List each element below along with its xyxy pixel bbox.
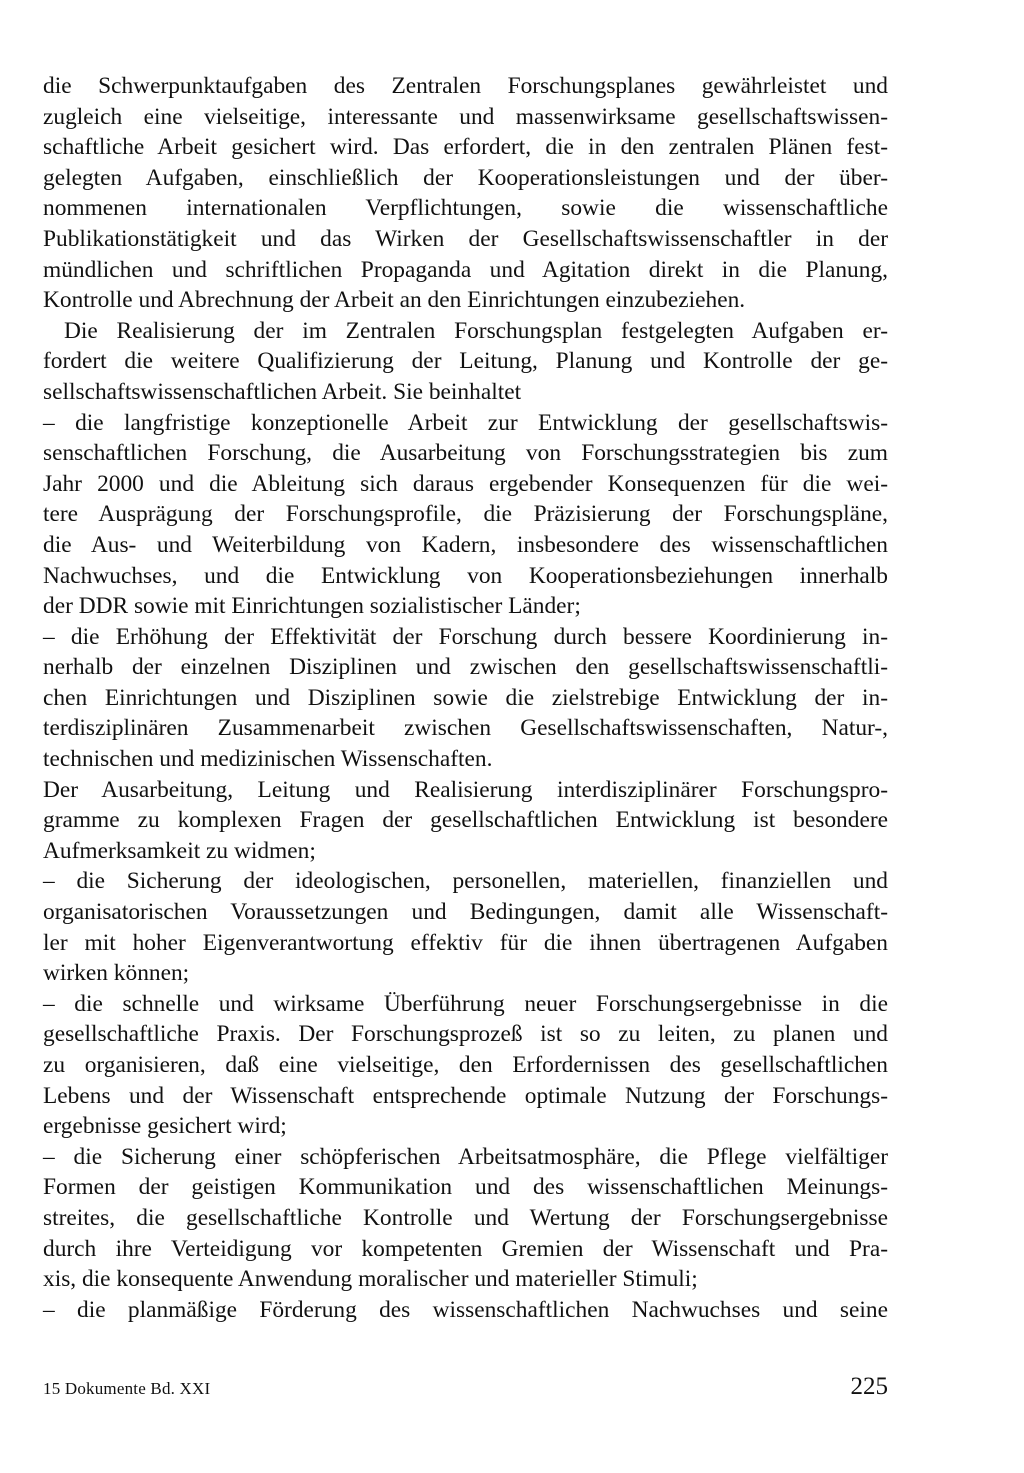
page-footer [43, 1373, 888, 1413]
text-line: Nachwuchses, und die Entwicklung von Kooperationsbeziehungen innerhalb [43, 562, 888, 589]
text-line: durch ihre Verteidigung vor kompetenten Gremien der Wissenschaft und Pra- [43, 1235, 888, 1262]
text-line: Lebens und der Wissenschaft entsprechende optimale Nutzung der Forschungs- [43, 1082, 888, 1109]
text-line: Jahr 2000 und die Ableitung sich daraus ergebender Konsequenzen für die wei- [43, 470, 888, 497]
text-line: zu organisieren, daß eine vielseitige, den Erfordernissen des gesellschaftlichen [43, 1052, 888, 1078]
text-line: organisatorischen Voraussetzungen und Bedingungen, damit alle Wissenschaft- [43, 899, 888, 926]
text-line: Die Realisierung der im Zentralen Forschungsplan festgelegten Aufgaben er- [64, 317, 888, 344]
text-line: ler mit hoher Eigenverantwortung effektiv für die ihnen übertragenen Aufgaben [43, 929, 888, 956]
text-line: zugleich eine vielseitige, interessante und massenwirksame gesellschaftswissen- [43, 103, 888, 130]
text-line: Der Ausarbeitung, Leitung und Realisierung interdisziplinärer Forschungspro- [43, 776, 888, 803]
page-number: 225 [850, 1373, 888, 1400]
text-line: fordert die weitere Qualifizierung der Leitung, Planung und Kontrolle der ge- [43, 348, 888, 375]
text-line: ergebnisse gesichert wird; [43, 1113, 287, 1140]
text-line: der DDR sowie mit Einrichtungen sozialistischer Länder; [43, 593, 581, 620]
text-line: sellschaftswissenschaftlichen Arbeit. Sie beinhaltet [43, 378, 522, 405]
text-line: – die planmäßige Förderung des wissenschaftlichen Nachwuchses und seine [43, 1296, 888, 1323]
body-text [43, 71, 888, 1325]
text-line: schaftliche Arbeit gesichert wird. Das erfordert, die in den zentralen Plänen fest- [43, 134, 888, 161]
text-line: gelegten Aufgaben, einschließlich der Kooperationsleistungen und der über- [43, 164, 888, 191]
text-line: terdisziplinären Zusammenarbeit zwischen Gesellschaftswissenschaften, Natur-, [43, 715, 888, 742]
text-line: die Schwerpunktaufgaben des Zentralen Forschungsplanes gewährleistet und [43, 73, 888, 99]
text-line: Publikationstätigkeit und das Wirken der Gesellschaftswissenschaftler in der [43, 225, 888, 252]
text-line: – die Sicherung der ideologischen, personellen, materiellen, finanziellen und [43, 868, 888, 895]
text-line: tere Ausprägung der Forschungsprofile, die Präzisierung der Forschungspläne, [43, 501, 888, 528]
text-line: nerhalb der einzelnen Disziplinen und zwischen den gesellschaftswissenschaftli- [43, 654, 888, 681]
text-line: Formen der geistigen Kommunikation und des wissenschaftlichen Meinungs- [43, 1174, 888, 1201]
text-line: wirken können; [43, 960, 190, 987]
text-line: Kontrolle und Abrechnung der Arbeit an den Einrichtungen einzubeziehen. [43, 287, 746, 314]
text-line: senschaftlichen Forschung, die Ausarbeitung von Forschungsstrategien bis zum [43, 440, 888, 467]
text-line: gramme zu komplexen Fragen der gesellschaftlichen Entwicklung ist besondere [43, 807, 888, 834]
text-line: streites, die gesellschaftliche Kontrolle und Wertung der Forschungsergebnisse [43, 1204, 888, 1231]
text-line: – die Sicherung einer schöpferischen Arbeitsatmosphäre, die Pflege vielfältiger [43, 1143, 888, 1170]
text-line: xis, die konsequente Anwendung moralischer und materieller Stimuli; [43, 1266, 698, 1293]
text-line: mündlichen und schriftlichen Propaganda und Agitation direkt in die Planung, [43, 256, 888, 283]
text-line: chen Einrichtungen und Disziplinen sowie die zielstrebige Entwicklung der in- [43, 684, 888, 711]
text-line: – die Erhöhung der Effektivität der Forschung durch bessere Koordinierung in- [43, 623, 888, 650]
text-line: gesellschaftliche Praxis. Der Forschungsprozeß ist so zu leiten, zu planen und [43, 1021, 888, 1048]
footer-signature: 15 Dokumente Bd. XXI [43, 1379, 211, 1398]
text-line: die Aus- und Weiterbildung von Kadern, insbesondere des wissenschaftlichen [43, 531, 888, 558]
text-line: Aufmerksamkeit zu widmen; [43, 837, 316, 864]
text-line: nommenen internationalen Verpflichtungen, sowie die wissenschaftliche [43, 195, 888, 222]
text-line: technischen und medizinischen Wissenschaften. [43, 746, 493, 773]
text-line: – die langfristige konzeptionelle Arbeit zur Entwicklung der gesellschaftswis- [43, 409, 888, 436]
text-line: – die schnelle und wirksame Überführung neuer Forschungsergebnisse in die [43, 990, 888, 1017]
